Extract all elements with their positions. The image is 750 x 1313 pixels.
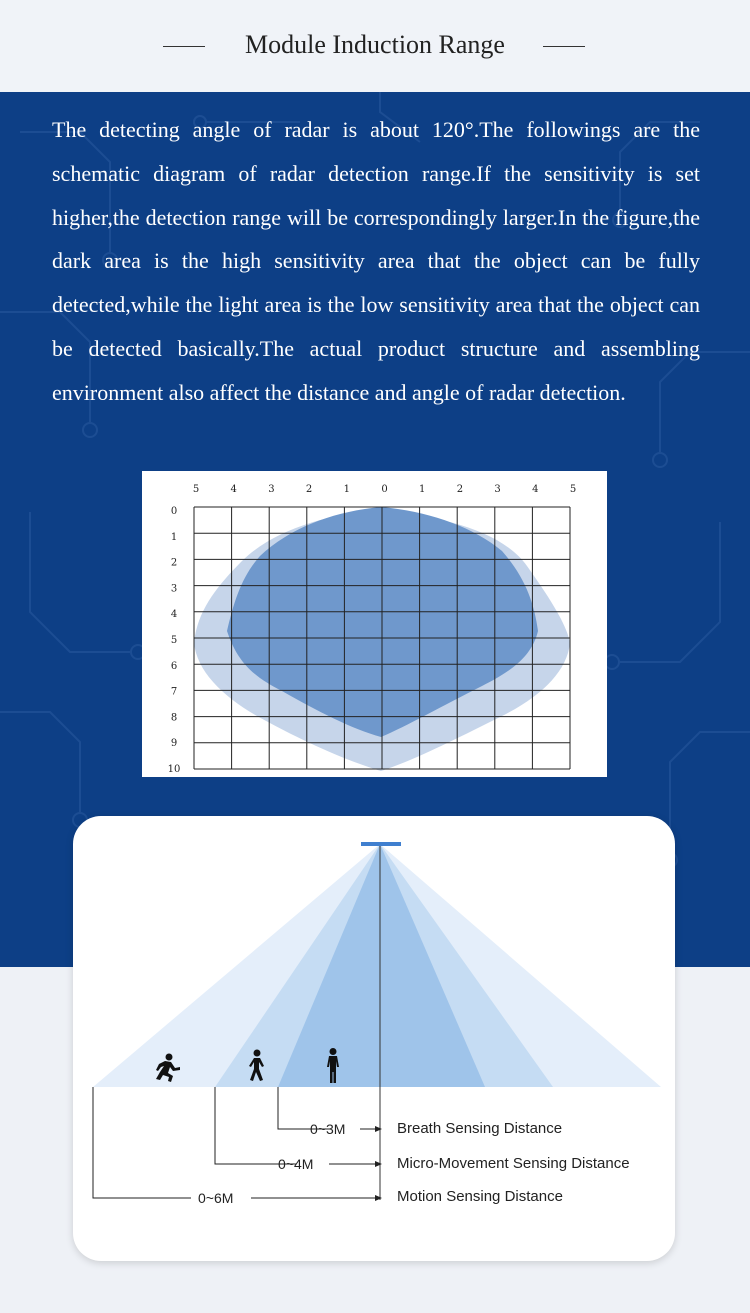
- grid-left-tick-label: 7: [170, 686, 178, 698]
- motion-range-bracket: [93, 1087, 191, 1198]
- grid-top-tick-label: 2: [456, 484, 464, 495]
- motion-sensing-label: Motion Sensing Distance: [397, 1188, 563, 1205]
- grid-top-tick-label: 3: [494, 484, 501, 495]
- detection-range-grid-svg: [142, 471, 607, 777]
- grid-top-tick-label: 2: [305, 484, 313, 495]
- sensor-module-icon: [361, 842, 401, 846]
- grid-left-tick-label: 1: [170, 531, 178, 543]
- grid-top-tick-label: 4: [532, 484, 539, 495]
- grid-top-tick-label: 1: [343, 484, 350, 495]
- motion-range-value: 0~6M: [198, 1190, 234, 1206]
- micro-movement-sensing-label: Micro-Movement Sensing Distance: [397, 1155, 630, 1172]
- motion-arrow-head: [375, 1195, 382, 1201]
- sensing-beam-diagram: [73, 816, 675, 1261]
- sensing-distance-card: [73, 816, 675, 1261]
- breath-sensing-label: Breath Sensing Distance: [397, 1120, 563, 1137]
- grid-top-tick-label: 3: [268, 484, 275, 495]
- grid-top-tick-label: 5: [569, 484, 577, 495]
- micro-range-value: 0~4M: [278, 1156, 314, 1172]
- grid-left-tick-label: 10: [167, 764, 181, 775]
- title-right-rule: [543, 46, 585, 47]
- micro-range-bracket: [215, 1087, 296, 1164]
- grid-left-tick-label: 2: [170, 557, 178, 569]
- grid-left-tick-label: 3: [170, 583, 178, 595]
- page-title: Module Induction Range: [245, 30, 505, 59]
- grid-top-tick-label: 0: [381, 484, 388, 495]
- breath-arrow-head: [375, 1126, 382, 1132]
- grid-left-tick-label: 4: [170, 609, 178, 621]
- grid-left-tick-label: 9: [170, 738, 178, 750]
- grid-top-tick-label: 5: [192, 484, 200, 495]
- grid-left-tick-label: 0: [170, 506, 178, 517]
- breath-range-value: 0~3M: [310, 1121, 346, 1137]
- grid-left-tick-label: 6: [170, 660, 178, 672]
- description-paragraph: The detecting angle of radar is about 120°.The followings are the schematic diagram of radar detection range.If the sensitivity is set higher,the detection range will be correspondingly larger.In the figure,the dark area is the high sensitivity area that the object can be fully detected,while the light area is the low sensitivity area that the object can be detected basically.The actual product structure and assembling environment also affect the distance and angle of radar detection.: [52, 117, 700, 405]
- page-header: [0, 0, 750, 92]
- grid-left-tick-label: 8: [170, 712, 178, 724]
- grid-top-tick-label: 4: [230, 484, 237, 495]
- detection-range-grid-figure: [142, 471, 607, 777]
- grid-top-tick-label: 1: [419, 484, 426, 495]
- grid-left-tick-label: 5: [170, 635, 178, 646]
- micro-arrow-head: [375, 1161, 382, 1167]
